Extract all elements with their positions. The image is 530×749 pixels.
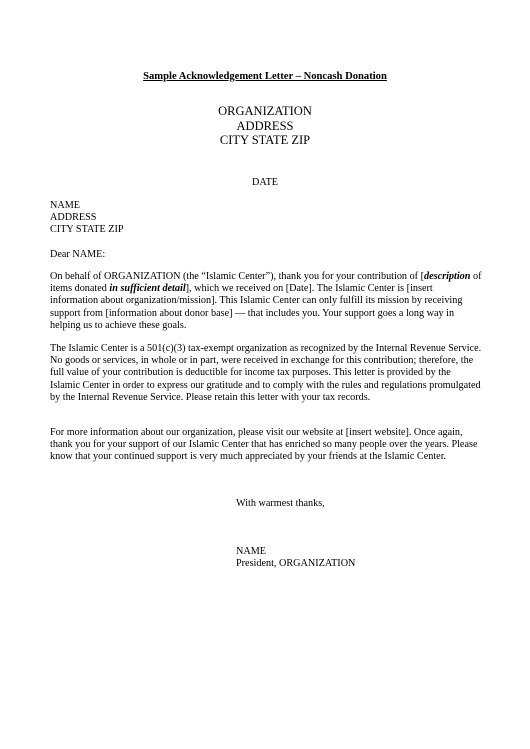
recipient-address: ADDRESS (50, 212, 97, 224)
paragraph-tax-exempt: The Islamic Center is a 501(c)(3) tax-exempt organization as recognized by the Internal Revenue Service. No goods or services, in whole or in part, were received in exchange for this contribution; therefore, the full value of your contribution is deductible for income tax purposes. This letter is provided by the Islamic Center in order to express our gratitude and to comply with the rules and regulations promulgated by the Internal Revenue Service. Please retain this letter with your tax records. (50, 343, 482, 403)
signature-name: NAME (236, 546, 266, 557)
paragraph1-part3: ], which we received on [Date]. The Islamic Center is [insert information about organization/mission]. This Islamic Center can only fulfill its mission by receiving support from [information about donor base] — that includes you. Your support goes a long way in helping us to achieve these goals. (50, 283, 463, 331)
organization-address: ADDRESS (236, 118, 294, 133)
organization-city-state-zip: CITY STATE ZIP (219, 133, 311, 147)
letter-date: DATE (251, 177, 279, 188)
organization-name: ORGANIZATION (218, 104, 312, 118)
recipient-address-block (50, 200, 490, 237)
letter-title: Sample Acknowledgement Letter – Noncash Donation (143, 71, 387, 82)
paragraph1-part1: On behalf of ORGANIZATION (the “Islamic Center”), thank you for your contribution of [ (50, 271, 425, 282)
signature-title: President, ORGANIZATION (236, 558, 356, 570)
closing: With warmest thanks, (236, 498, 325, 509)
paragraph-thank-you (50, 271, 482, 332)
recipient-city-state-zip: CITY STATE ZIP (50, 224, 124, 236)
paragraph-more-information: For more information about our organization, please visit our website at [insert website]. Once again, thank you for your support of our Islamic Center that has enriched so many people over the years. Please know that your continued support is very much appreciated by your friends at the Islamic Center. (50, 427, 478, 463)
paragraph1-emphasis-description: description (424, 271, 471, 282)
paragraph1-emphasis-detail: in sufficient detail (109, 283, 186, 295)
signature-block (236, 546, 355, 570)
recipient-name: NAME (50, 200, 80, 211)
salutation: Dear NAME: (50, 249, 106, 260)
organization-address-block (0, 104, 530, 148)
paragraph1-part2: of items donated (50, 271, 482, 295)
